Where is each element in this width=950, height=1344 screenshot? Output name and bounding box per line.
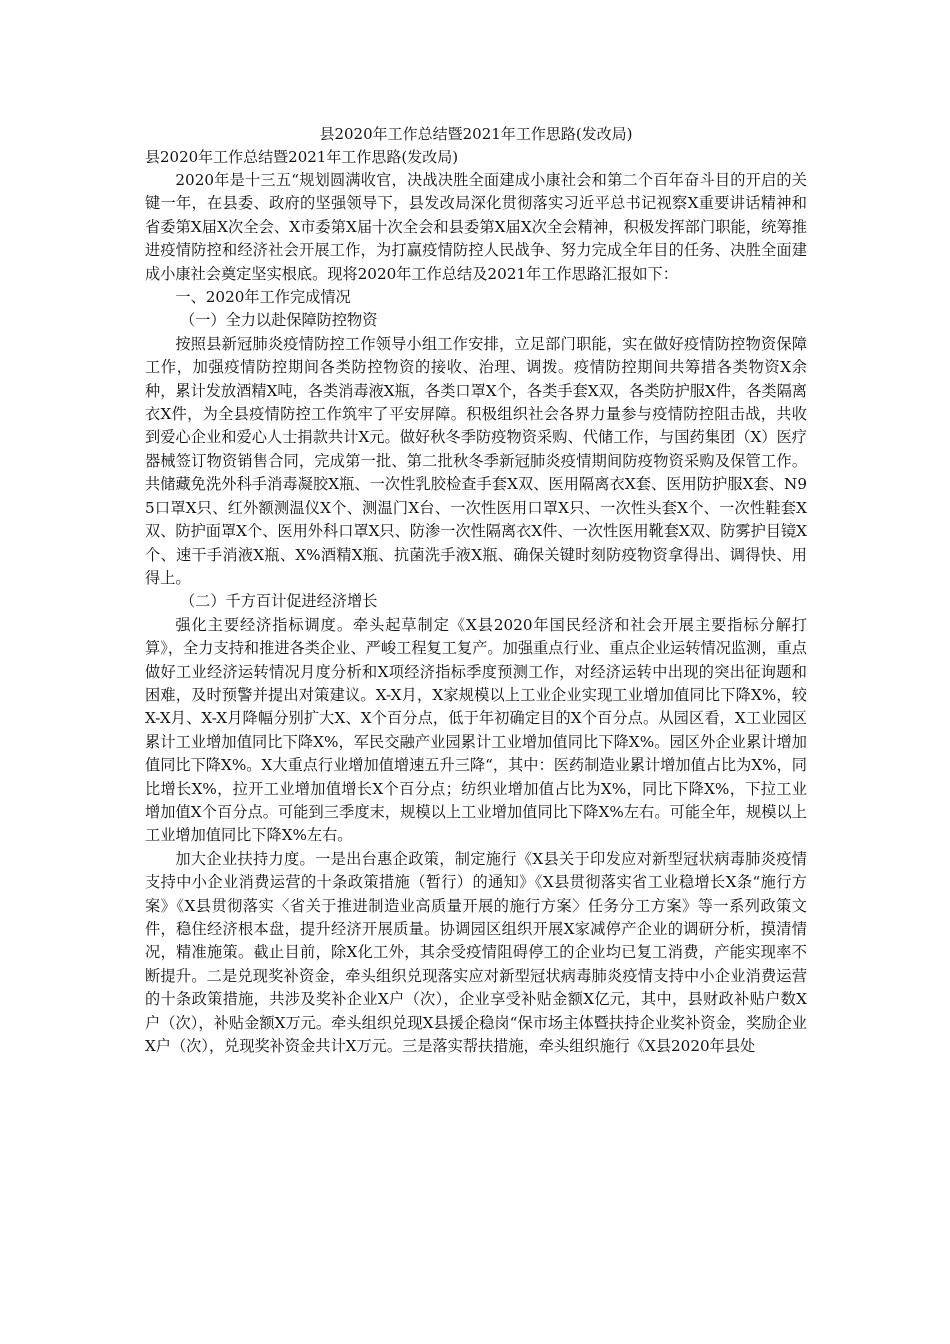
section-heading-1: 一、2020年工作完成情况: [175, 288, 351, 307]
subsection-heading-2: （二）千方百计促进经济增长: [179, 592, 378, 611]
subsection-1-paragraph: 按照县新冠肺炎疫情防控工作领导小组工作安排，立足部门职能，实在做好疫情防控物资保障工作，加强疫情防控期间各类防控物资的接收、治理、调拨。疫情防控期间共筹措各类物资X余种，累计发放酒精X吨，各类消毒液X瓶，各类口罩X个，各类手套X双，各类防护服X件，各类隔离衣X件，为全县疫情防控工作筑牢了平安屏障。积极组织社会各界力量参与疫情防控阻击战，共收到爱心企业和爱心人士捐款共计X元。做好秋冬季防疫物资采购、代储工作，与国药集团（X）医疗器械签订物资销售合同，完成第一批、第二批秋冬季新冠肺炎疫情期间防疫物资采购及保管工作。共储藏免洗外科手消毒凝胶X瓶、一次性乳胶检查手套X双、医用隔离衣X套、医用防护服X套、N95口罩X只、红外额测温仪X个、测温门X台、一次性医用口罩X只、一次性头套X个、一次性鞋套X双、防护面罩X个、医用外科口罩X只、防渗一次性隔离衣X件、一次性医用靴套X双、防雾护目镜X个、速干手消液X瓶、X%酒精X瓶、抗菌洗手液X瓶、确保关键时刻防疫物资拿得出、调得快、用得上。: [145, 334, 807, 587]
document-title: 县2020年工作总结暨2021年工作思路(发改局): [319, 125, 633, 143]
document-page: [145, 122, 807, 1058]
document-subtitle: 县2020年工作总结暨2021年工作思路(发改局): [145, 148, 459, 166]
subsection-2-paragraph-2: 加大企业扶持力度。一是出台惠企政策，制定施行《X县关于印发应对新型冠状病毒肺炎疫情支持中小企业消费运营的十条政策措施（暂行）的通知》《X县贯彻落实省工业稳增长X条“施行方案》《X县贯彻落实〈省关于推进制造业高质量开展的施行方案〉任务分工方案》等一系列政策文件，稳住经济根本盘，提升经济开展质量。协调园区组织开展X家减停产企业的调研分析，摸清情况，精准施策。截止目前，除X化工外，其余受疫情阻碍停工的企业均已复工消费，产能实现率不断提升。二是兑现奖补资金，牵头组织兑现落实应对新型冠状病毒肺炎疫情支持中小企业消费运营的十条政策措施，共涉及奖补企业X户（次），企业享受补贴金额X亿元，其中，县财政补贴户数X户（次），补贴金额X万元。牵头组织兑现X县援企稳岗“保市场主体暨扶持企业奖补资金，奖励企业X户（次），兑现奖补资金共计X万元。三是落实帮扶措施，牵头组织施行《X县2020年县处: [145, 849, 807, 1056]
subsection-heading-1: （一）全力以赴保障防控物资: [179, 311, 378, 330]
intro-paragraph: 2020年是十三五“规划圆满收官，决战决胜全面建成小康社会和第二个百年奋斗目的开启的关键一年，在县委、政府的坚强领导下，县发改局深化贯彻落实习近平总书记视察X重要讲话精神和省委第X届X次全会、X市委第X届十次全会和县委第X届X次全会精神，积极发挥部门职能，统筹推进疫情防控和经济社会开展工作，为打赢疫情防控人民战争、努力完成全年目的任务、决胜全面建成小康社会奠定坚实根底。现将2020年工作总结及2021年工作思路汇报如下：: [145, 171, 807, 283]
subsection-2-paragraph-1: 强化主要经济指标调度。牵头起草制定《X县2020年国民经济和社会开展主要指标分解打算》，全力支持和推进各类企业、严峻工程复工复产。加强重点行业、重点企业运转情况监测，重点做好工业经济运转情况月度分析和X项经济指标季度预测工作，对经济运转中出现的突出征询题和困难，及时预警并提出对策建议。X-X月，X家规模以上工业企业实现工业增加值同比下降X%，较X-X月、X-X月降幅分别扩大X、X个百分点，低于年初确定目的X个百分点。从园区看，X工业园区累计工业增加值同比下降X%，军民交融产业园累计工业增加值同比下降X%。园区外企业累计增加值同比下降X%。X大重点行业增加值增速五升三降“，其中：医药制造业累计增加值占比为X%，同比增长X%，拉开工业增加值增长X个百分点；纺织业增加值占比为X%，同比下降X%，下拉工业增加值X个百分点。可能到三季度末，规模以上工业增加值同比下降X%左右。可能全年，规模以上工业增加值同比下降X%左右。: [145, 615, 807, 845]
